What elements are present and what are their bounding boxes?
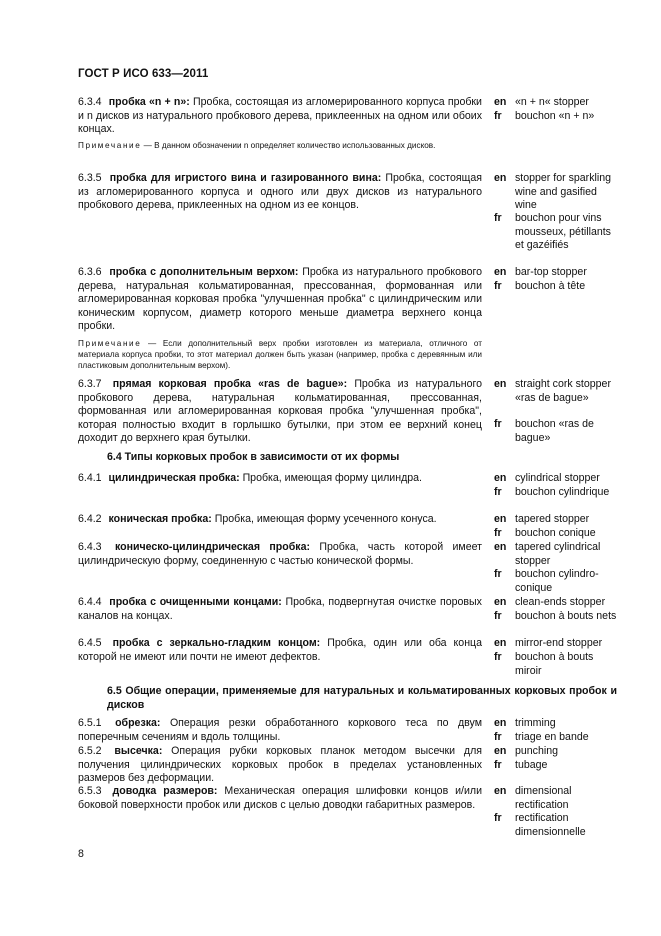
term-fr: triage en bande	[515, 731, 589, 743]
lang-en	[494, 637, 619, 651]
lang-code: en	[494, 745, 507, 757]
lang-fr	[494, 759, 619, 773]
entry-definition: Операция резки обработанного коркового теса по двум поперечным сечениям и вдоль толщины.	[78, 717, 482, 743]
entry-number: 6.3.7	[78, 378, 102, 390]
lang-fr	[494, 418, 619, 445]
entry-definition: Пробка, часть которой имеет цилиндрическую форму, соединенную с частью конической формы.	[78, 541, 482, 567]
lang-en	[494, 96, 619, 110]
document-header: ГОСТ Р ИСО 633—2011	[78, 68, 209, 80]
lang-code: en	[494, 378, 507, 390]
term-en: tapered stopper	[515, 513, 590, 525]
lang-code: fr	[494, 280, 502, 292]
entry-number: 6.5.1	[78, 717, 102, 729]
term-fr: bouchon conique	[515, 527, 596, 539]
lang-code: fr	[494, 731, 502, 743]
lang-code: fr	[494, 110, 502, 122]
term-fr: tubage	[515, 759, 548, 771]
lang-code: fr	[494, 610, 502, 622]
section-heading-6-5: 6.5 Общие операции, применяемые для натуральных и кольматированных корковых пробок и дисков	[107, 685, 617, 711]
entry-term: коническая пробка:	[108, 513, 212, 525]
entry-text	[78, 541, 482, 568]
lang-code: fr	[494, 527, 502, 539]
entry-term: доводка размеров:	[112, 785, 218, 797]
section-heading-6-4: 6.4 Типы корковых пробок в зависимости от их формы	[107, 451, 400, 463]
lang-en	[494, 172, 619, 213]
lang-fr	[494, 812, 619, 839]
entry-number: 6.4.1	[78, 472, 102, 484]
entry-text	[78, 637, 482, 664]
lang-code: en	[494, 717, 507, 729]
entry-definition: Пробка, имеющая форму цилиндра.	[242, 472, 422, 484]
lang-code: fr	[494, 212, 502, 224]
lang-code: fr	[494, 418, 502, 430]
entry-note	[78, 338, 482, 372]
lang-en	[494, 541, 619, 568]
entry-term: пробка с зеркально-гладким концом:	[112, 637, 321, 649]
lang-fr	[494, 527, 619, 541]
note-text: — В данном обозначении n определяет количество использованных дисков.	[143, 141, 436, 150]
term-en: tapered cylindrical stopper	[515, 541, 601, 567]
term-en: punching	[515, 745, 559, 757]
entry-definition: Механическая операция шлифовки концов и/или боковой поверхности пробок или дисков с целью доводки габаритных размеров.	[78, 785, 482, 811]
lang-fr	[494, 568, 619, 595]
term-en: dimensional rectification	[515, 785, 572, 811]
entry-term: цилиндрическая пробка:	[108, 472, 240, 484]
term-fr: bouchon «n + n»	[515, 110, 595, 122]
entry-term: пробка с дополнительным верхом:	[109, 266, 299, 278]
page-number: 8	[78, 848, 84, 860]
lang-code: en	[494, 596, 507, 608]
entry-number: 6.5.2	[78, 745, 102, 757]
lang-en	[494, 745, 619, 759]
lang-fr	[494, 212, 619, 253]
entry-definition: Пробка, состоящая из агломерированного корпуса пробки и n дисков из натурального пробкового дерева, приклеенных на одном или обоих концах.	[78, 96, 482, 136]
term-en: clean-ends stopper	[515, 596, 606, 608]
lang-en	[494, 378, 619, 405]
entry-term: пробка «n + n»:	[108, 96, 190, 108]
entry-text	[78, 96, 482, 137]
lang-en	[494, 513, 619, 527]
entry-text	[78, 266, 482, 334]
term-fr: bouchon à tête	[515, 280, 586, 292]
entry-text	[78, 472, 482, 486]
term-en: cylindrical stopper	[515, 472, 600, 484]
term-en: bar-top stopper	[515, 266, 587, 278]
lang-code: en	[494, 513, 507, 525]
entry-number: 6.4.3	[78, 541, 102, 553]
entry-definition: Пробка, состоящая из агломерированного корпуса и одного или двух дисков из натурального пробкового дерева, приклеенных на одном из ее концов.	[78, 172, 483, 212]
entry-term: прямая корковая пробка «ras de bague»:	[112, 378, 348, 390]
entry-term: пробка с очищенными концами:	[109, 596, 282, 608]
entry-definition: Операция рубки корковых планок методом высечки для получения цилиндрических корковых пробок в пределах установленных размеров без деформации.	[78, 745, 482, 785]
entry-term: высечка:	[114, 745, 163, 757]
entry-text	[78, 172, 482, 213]
lang-code: fr	[494, 759, 502, 771]
entry-text	[78, 378, 482, 446]
lang-fr	[494, 610, 619, 624]
entry-term: пробка для игристого вина и газированного вина:	[109, 172, 382, 184]
term-fr: bouchon «ras de bague»	[515, 418, 594, 444]
lang-fr	[494, 651, 619, 678]
entry-term: коническо-цилиндрическая пробка:	[114, 541, 310, 553]
entry-number: 6.3.4	[78, 96, 102, 108]
term-en: mirror-end stopper	[515, 637, 603, 649]
entry-definition: Пробка, имеющая форму усеченного конуса.	[214, 513, 437, 525]
entry-text	[78, 745, 482, 786]
term-fr: bouchon cylindro-conique	[515, 568, 599, 594]
note-label: Примечание	[78, 141, 142, 150]
term-en: straight cork stopper «ras de bague»	[515, 378, 611, 404]
note-label: Примечание	[78, 339, 142, 348]
lang-code: en	[494, 96, 507, 108]
lang-fr	[494, 280, 619, 294]
entry-number: 6.3.6	[78, 266, 102, 278]
lang-code: en	[494, 785, 507, 797]
lang-code: en	[494, 172, 507, 184]
entry-number: 6.4.5	[78, 637, 102, 649]
lang-code: en	[494, 266, 507, 278]
lang-code: fr	[494, 812, 502, 824]
note-text: — Если дополнительный верх пробки изготовлен из материала, отличного от материала корпуса пробки, то этот материал должен быть указан (например, пробка с деревянным или пластиковым дополнительным верхом).	[78, 339, 482, 371]
lang-fr	[494, 110, 619, 124]
lang-code: en	[494, 637, 507, 649]
entry-text	[78, 513, 482, 527]
term-fr: rectification dimensionnelle	[515, 812, 586, 838]
lang-fr	[494, 486, 619, 500]
entry-number: 6.5.3	[78, 785, 102, 797]
term-fr: bouchon pour vins mousseux, pétillants et gazéifiés	[515, 212, 611, 252]
entry-definition: Пробка из натурального пробкового дерева, натуральная кольматированная, прессованная, формованная или агломерированная корковая пробка "улучшенная пробка" с цилиндрическим или коническим корпусом, диаметр которого меньше диаметра верхнего конца пробки.	[78, 266, 482, 333]
term-fr: bouchon à bouts nets	[515, 610, 617, 622]
entry-term: обрезка:	[115, 717, 161, 729]
entry-definition: Пробка из натурального пробкового дерева, натуральная кольматированная, прессованная, формованная или агломерированная корковая пробка "улучшенная пробка", которая полностью входит в горлышко бутылки, при этом ее верхний конец доходит до верхнего края бутылки.	[78, 378, 483, 445]
term-en: stopper for sparkling wine and gasified wine	[515, 172, 611, 212]
entry-text	[78, 596, 482, 623]
lang-code: fr	[494, 568, 502, 580]
lang-fr	[494, 731, 619, 745]
term-en: «n + n« stopper	[515, 96, 589, 108]
entry-definition: Пробка, подвергнутая очистке поровых каналов на концах.	[78, 596, 482, 622]
entry-note	[78, 140, 482, 151]
term-fr: bouchon à bouts miroir	[515, 651, 594, 677]
lang-en	[494, 472, 619, 486]
lang-code: en	[494, 472, 507, 484]
entry-number: 6.4.4	[78, 596, 102, 608]
term-en: trimming	[515, 717, 556, 729]
lang-en	[494, 717, 619, 731]
lang-en	[494, 596, 619, 610]
entry-number: 6.3.5	[78, 172, 102, 184]
lang-code: fr	[494, 651, 502, 663]
lang-en	[494, 266, 619, 280]
term-fr: bouchon cylindrique	[515, 486, 610, 498]
entry-text	[78, 785, 482, 812]
entry-definition: Пробка, один или оба конца которой не имеют или почти не имеют дефектов.	[78, 637, 482, 663]
lang-en	[494, 785, 619, 812]
entry-text	[78, 717, 482, 744]
entry-number: 6.4.2	[78, 513, 102, 525]
lang-code: fr	[494, 486, 502, 498]
lang-code: en	[494, 541, 507, 553]
